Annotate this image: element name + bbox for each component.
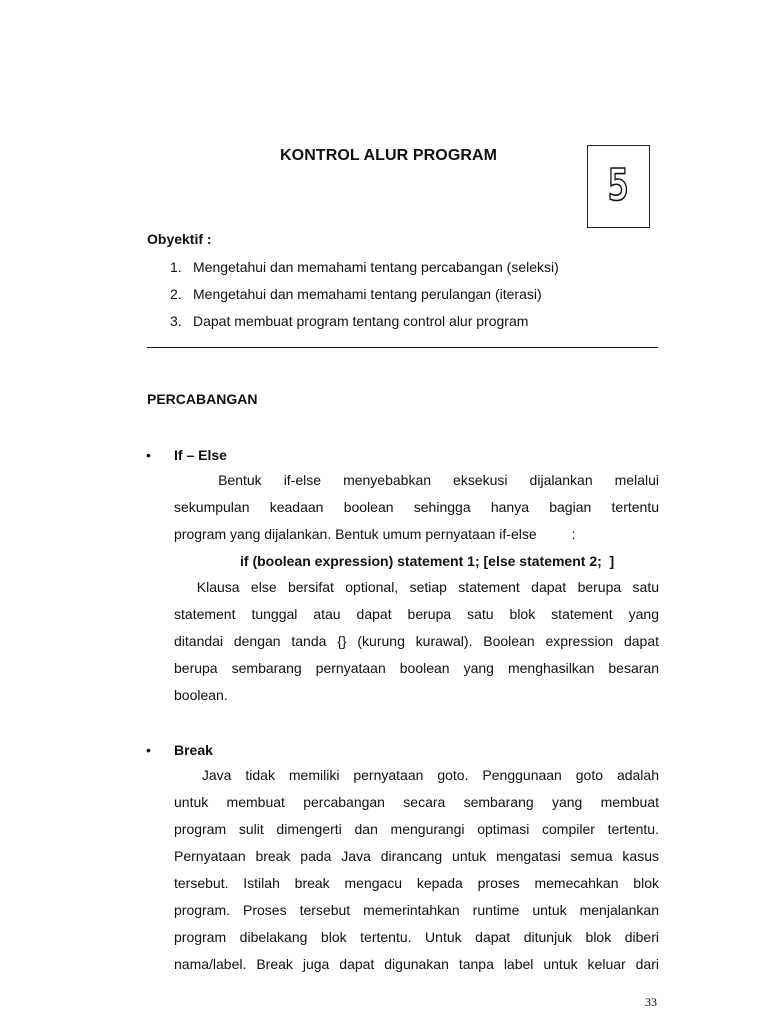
paragraph-line: program. Proses tersebut memerintahkan runtime untuk menjalankan xyxy=(174,902,659,918)
paragraph-line: berupa sembarang pernyataan boolean yang menghasilkan besaran xyxy=(174,660,659,676)
paragraph-line: Bentuk if-else menyebabkan eksekusi dijalankan melalui xyxy=(174,472,659,488)
break-body-paragraph xyxy=(174,762,659,978)
horizontal-divider xyxy=(147,347,658,348)
paragraph-line: tersebut. Istilah break mengacu kepada proses memecahkan blok xyxy=(174,875,659,891)
objective-item xyxy=(170,284,559,311)
bullet-icon: • xyxy=(146,447,151,463)
paragraph-line: nama/label. Break juga dapat digunakan tanpa label untuk keluar dari xyxy=(174,956,659,972)
paragraph-line: Pernyataan break pada Java dirancang untuk mengatasi semua kasus xyxy=(174,848,659,864)
paragraph-line: program sulit dimengerti dan mengurangi optimasi compiler tertentu. xyxy=(174,821,659,837)
objective-item-number: 3. xyxy=(170,313,182,329)
objective-item xyxy=(170,311,559,338)
section-title: PERCABANGAN xyxy=(147,391,258,407)
bullet-icon: • xyxy=(146,742,151,758)
ifelse-intro-paragraph xyxy=(174,467,659,548)
objective-item-text: Dapat membuat program tentang control alur program xyxy=(193,313,529,329)
break-heading: Break xyxy=(174,742,213,758)
paragraph-line: Klausa else bersifat optional, setiap statement dapat berupa satu xyxy=(174,579,659,595)
chapter-number-box xyxy=(587,145,650,228)
objective-item-text: Mengetahui dan memahami tentang perulangan (iterasi) xyxy=(193,286,542,302)
ifelse-body-paragraph xyxy=(174,574,659,709)
paragraph-line: boolean. xyxy=(174,687,228,703)
objective-item xyxy=(170,257,559,284)
ifelse-syntax: if (boolean expression) statement 1; [else statement 2; ] xyxy=(240,553,615,569)
objective-item-number: 2. xyxy=(170,286,182,302)
objective-label: Obyektif : xyxy=(147,231,212,247)
objective-list xyxy=(170,257,559,338)
paragraph-line: sekumpulan keadaan boolean sehingga hanya bagian tertentu xyxy=(174,499,659,515)
objective-item-text: Mengetahui dan memahami tentang percabangan (seleksi) xyxy=(193,259,559,275)
ifelse-heading: If – Else xyxy=(174,447,227,463)
paragraph-line: program dibelakang blok tertentu. Untuk dapat ditunjuk blok diberi xyxy=(174,929,659,945)
paragraph-line: statement tunggal atau dapat berupa satu blok statement yang xyxy=(174,606,659,622)
page-number: 33 xyxy=(645,995,657,1009)
chapter-number: 5 xyxy=(607,159,630,211)
objective-item-number: 1. xyxy=(170,259,182,275)
paragraph-line: program yang dijalankan. Bentuk umum pernyataan if-else : xyxy=(174,526,576,542)
paragraph-line: untuk membuat percabangan secara sembarang yang membuat xyxy=(174,794,659,810)
paragraph-line: Java tidak memiliki pernyataan goto. Penggunaan goto adalah xyxy=(174,767,659,783)
paragraph-line: ditandai dengan tanda {} (kurung kurawal). Boolean expression dapat xyxy=(174,633,659,649)
chapter-title: KONTROL ALUR PROGRAM xyxy=(280,147,498,164)
